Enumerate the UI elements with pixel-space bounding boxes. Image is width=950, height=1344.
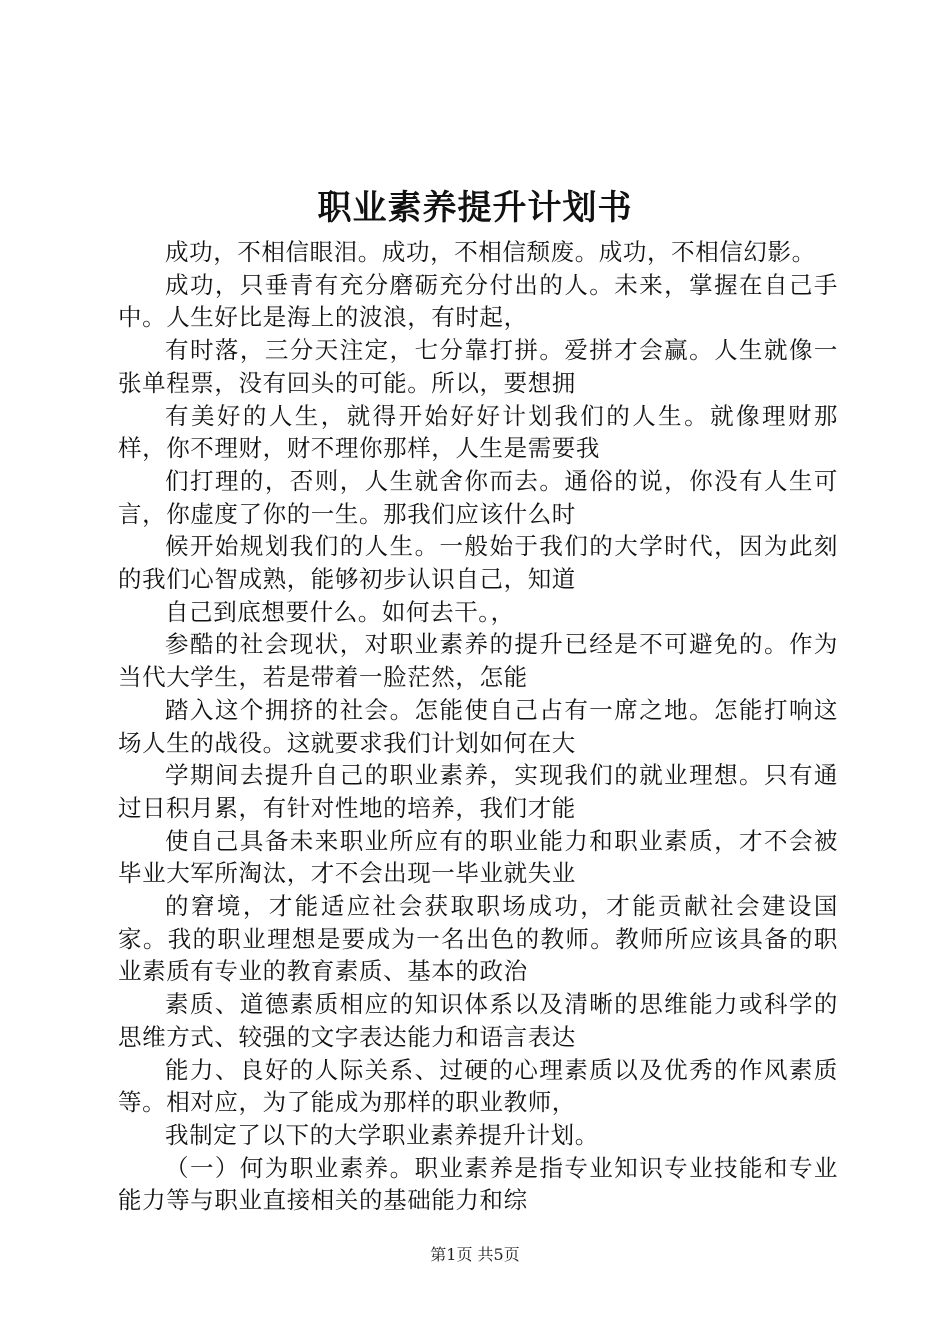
paragraph: 踏入这个拥挤的社会。怎能使自己占有一席之地。怎能打响这场人生的战役。这就要求我们计划如何在大 [118,695,838,757]
paragraph: 候开始规划我们的人生。一般始于我们的大学时代，因为此刻的我们心智成熟，能够初步认识自己，知道 [118,532,838,594]
paragraph: 成功，只垂青有充分磨砺充分付出的人。未来，掌握在自己手中。人生好比是海上的波浪，有时起， [118,270,838,332]
paragraph: 素质、道德素质相应的知识体系以及清晰的思维能力或科学的思维方式、较强的文字表达能力和语言表达 [118,990,838,1051]
paragraph: 使自己具备未来职业所应有的职业能力和职业素质，才不会被毕业大军所淘汰，才不会出现一毕业就失业 [118,826,838,888]
paragraph: 参酷的社会现状，对职业素养的提升已经是不可避免的。作为当代大学生，若是带着一脸茫然，怎能 [118,630,838,692]
paragraph: 有美好的人生，就得开始好好计划我们的人生。就像理财那样，你不理财，财不理你那样，人生是需要我 [118,401,838,463]
paragraph: 自己到底想要什么。如何去干。， [165,597,515,626]
paragraph: 们打理的，否则，人生就舍你而去。通俗的说，你没有人生可言，你虚度了你的一生。那我们应该什么时 [118,466,838,528]
paragraph: 能力、良好的人际关系、过硬的心理素质以及优秀的作风素质等。相对应，为了能成为那样的职业教师， [118,1055,838,1117]
document-title: 职业素养提升计划书 [317,188,633,228]
page-number-footer: 第1页 共5页 [430,1245,520,1264]
paragraph: 成功，不相信眼泪。成功，不相信颓废。成功，不相信幻影。 [165,238,816,266]
paragraph: 有时落，三分天注定，七分靠打拼。爱拼才会赢。人生就像一张单程票，没有回头的可能。所以，要想拥 [118,336,838,397]
paragraph: 学期间去提升自己的职业素养，实现我们的就业理想。只有通过日积月累，有针对性地的培养，我们才能 [118,761,838,822]
document-body [118,236,838,1217]
paragraph: 的窘境，才能适应社会获取职场成功，才能贡献社会建设国家。我的职业理想是要成为一名出色的教师。教师所应该具备的职业素质有专业的教育素质、基本的政治 [118,892,838,986]
paragraph: （一）何为职业素养。职业素养是指专业知识专业技能和专业能力等与职业直接相关的基础能力和综 [118,1153,838,1215]
paragraph: 我制定了以下的大学职业素养提升计划。 [165,1120,599,1149]
